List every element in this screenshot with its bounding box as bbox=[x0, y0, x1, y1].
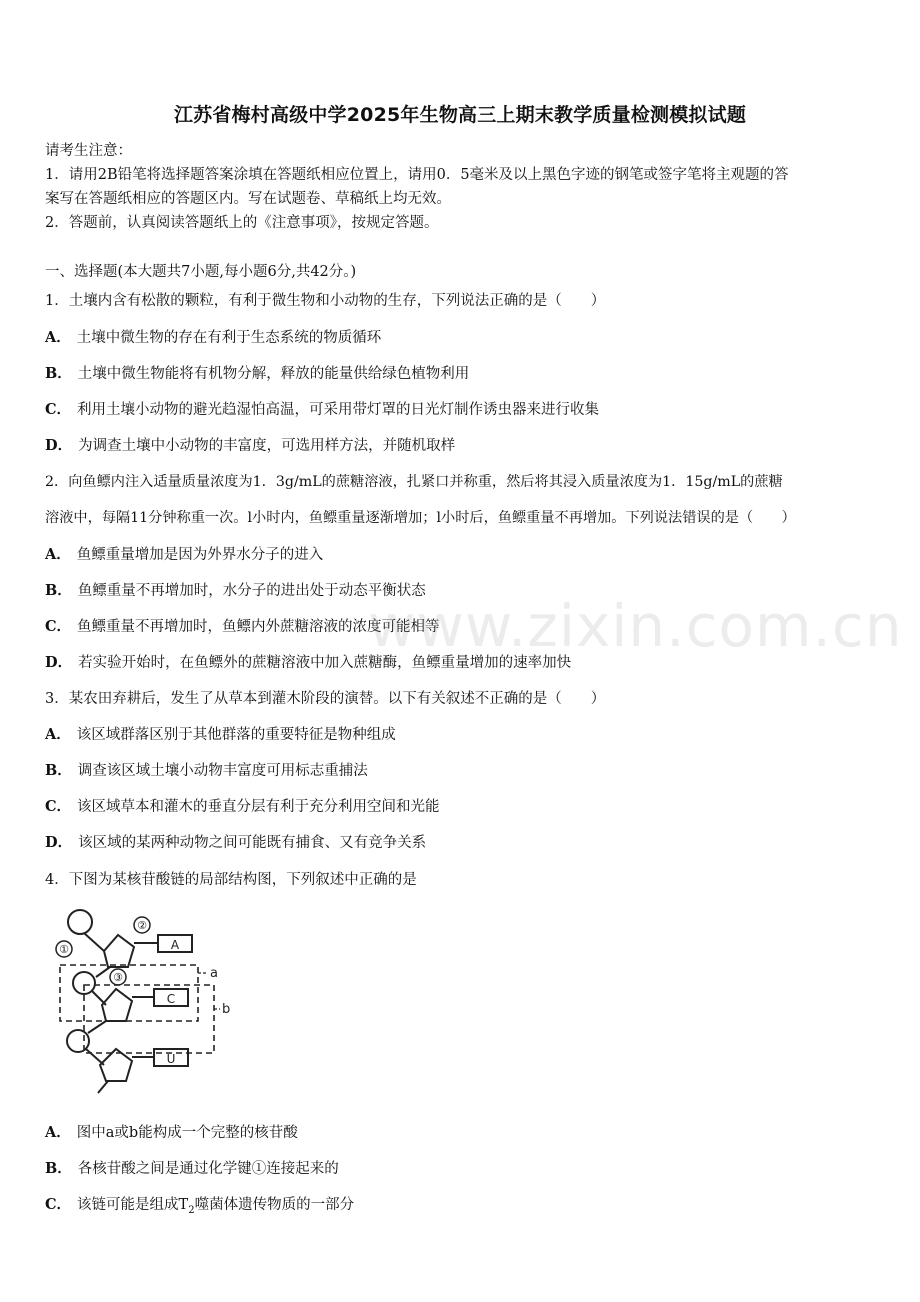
base-a-label: A bbox=[170, 938, 180, 952]
question-1-option-c: C． 利用土壤小动物的避光趋湿怕高温，可采用带灯罩的日光灯制作诱虫器来进行收集 bbox=[45, 401, 600, 418]
marker-3: ③ bbox=[113, 971, 123, 984]
question-3-option-d: D． 该区域的某两种动物之间可能既有捕食、又有竞争关系 bbox=[45, 834, 427, 851]
page-title: 江苏省梅村高级中学2025年生物高三上期末教学质量检测模拟试题 bbox=[173, 104, 747, 126]
question-4-option-c: C． 该链可能是组成$T_2$噬菌体遗传物质的一部分 bbox=[45, 1196, 355, 1216]
notice-heading: 请考生注意： bbox=[45, 143, 132, 159]
base-u-label: U bbox=[166, 1052, 176, 1066]
section-heading: 一、选择题(本大题共7小题,每小题6分,共42分。) bbox=[45, 264, 357, 280]
question-3-option-b: B． 调查该区域土壤小动物丰富度可用标志重捕法 bbox=[45, 762, 368, 779]
question-1-stem: 1．土壤内含有松散的颗粒，有利于微生物和小动物的生存，下列说法正确的是（ ） bbox=[45, 293, 606, 309]
question-3-option-c: C． 该区域草本和灌木的垂直分层有利于充分利用空间和光能 bbox=[45, 798, 440, 815]
question-2-stem-line-2: 溶液中，每隔11分钟称重一次。l小时内，鱼鳔重量逐渐增加；l小时后，鱼鳔重量不再增加。下列说法错误的是（ ） bbox=[45, 510, 796, 526]
question-2-stem-line-1: 2．向鱼鳔内注入适量质量浓度为1．3g/mL的蔗糖溶液，扎紧口并称重，然后将其浸入质量浓度为1．15g/mL的蔗糖 bbox=[45, 474, 783, 490]
question-2-option-a: A． 鱼鳔重量增加是因为外界水分子的进入 bbox=[45, 546, 324, 563]
question-2-option-d: D． 若实验开始时，在鱼鳔外的蔗糖溶液中加入蔗糖酶，鱼鳔重量增加的速率加快 bbox=[45, 654, 572, 671]
marker-2: ② bbox=[137, 919, 147, 932]
question-4-stem: 4．下图为某核苷酸链的局部结构图，下列叙述中正确的是 bbox=[45, 872, 417, 888]
label-b: b bbox=[222, 1002, 231, 1017]
question-3-stem: 3．某农田弃耕后，发生了从草本到灌木阶段的演替。以下有关叙述不正确的是（ ） bbox=[45, 691, 606, 707]
notice-item-2: 2．答题前，认真阅读答题纸上的《注意事项》，按规定答题。 bbox=[45, 215, 439, 231]
marker-1: ① bbox=[59, 943, 69, 956]
base-c-label: C bbox=[166, 992, 176, 1006]
nucleotide-chain-diagram bbox=[48, 905, 248, 1100]
watermark: www.zixin.com.cn bbox=[368, 592, 903, 660]
question-4-option-b: B． 各核苷酸之间是通过化学键①连接起来的 bbox=[45, 1160, 339, 1177]
question-1-option-b: B． 土壤中微生物能将有机物分解，释放的能量供给绿色植物利用 bbox=[45, 365, 470, 382]
question-2-option-b: B． 鱼鳔重量不再增加时，水分子的进出处于动态平衡状态 bbox=[45, 582, 426, 599]
question-3-option-a: A． 该区域群落区别于其他群落的重要特征是物种组成 bbox=[45, 726, 396, 743]
question-4-option-a: A． 图中a或b能构成一个完整的核苷酸 bbox=[45, 1124, 298, 1141]
question-2-option-c: C． 鱼鳔重量不再增加时，鱼鳔内外蔗糖溶液的浓度可能相等 bbox=[45, 618, 440, 635]
notice-item-1-line-1: 1．请用2B铅笔将选择题答案涂填在答题纸相应位置上，请用0．5毫米及以上黑色字迹的钢笔或签字笔将主观题的答 bbox=[45, 167, 789, 183]
label-a: a bbox=[210, 966, 218, 981]
notice-item-1-line-2: 案写在答题纸相应的答题区内。写在试题卷、草稿纸上均无效。 bbox=[45, 191, 451, 207]
question-1-option-d: D． 为调查土壤中小动物的丰富度，可选用样方法，并随机取样 bbox=[45, 437, 456, 454]
question-1-option-a: A． 土壤中微生物的存在有利于生态系统的物质循环 bbox=[45, 329, 382, 346]
